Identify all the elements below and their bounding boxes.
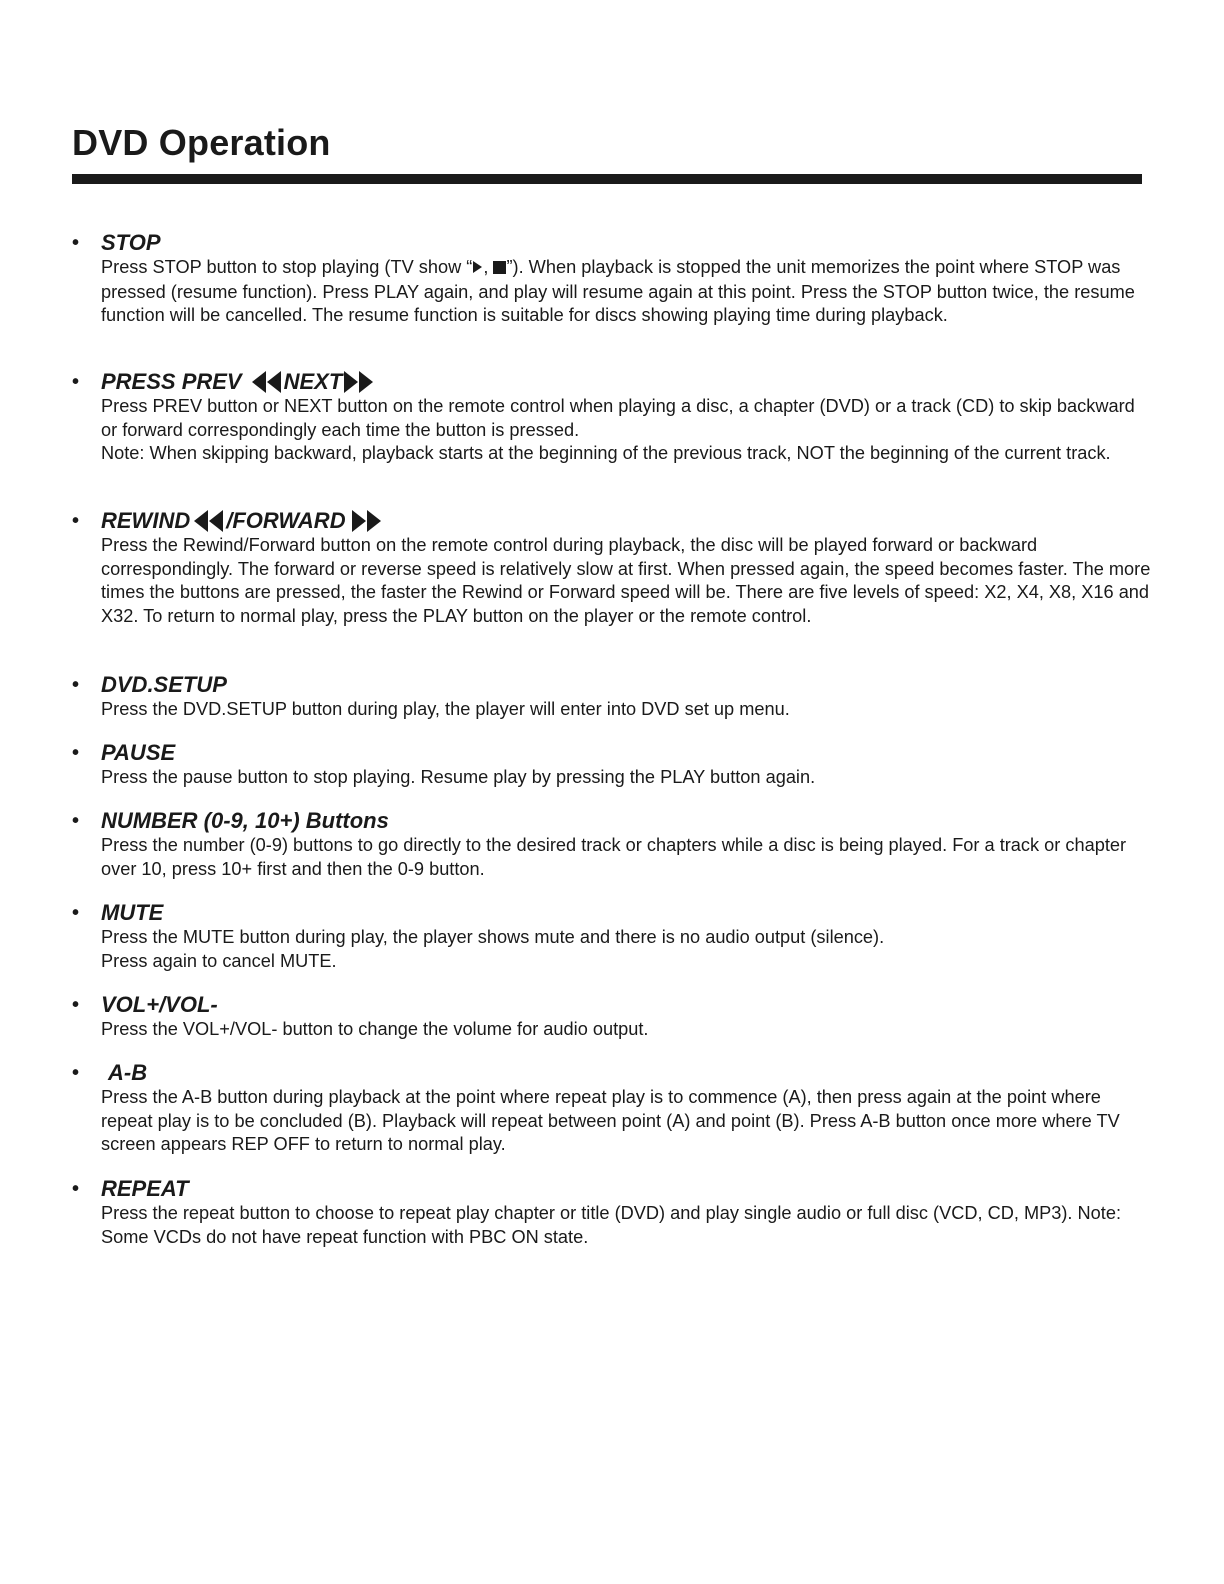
section-ab <box>72 1060 1152 1157</box>
heading-vol: VOL+/VOL- <box>101 992 218 1017</box>
rewind-icon <box>194 510 224 532</box>
title-divider <box>72 174 1142 184</box>
section-stop <box>72 230 1152 328</box>
heading-number: NUMBER (0-9, 10+) Buttons <box>101 808 389 833</box>
section-body <box>101 256 1152 328</box>
mute-cancel-note: Press again to cancel MUTE. <box>101 950 337 971</box>
stop-icon <box>493 257 506 281</box>
forward-icon <box>352 510 382 532</box>
section-body <box>101 1202 1152 1249</box>
section-pause <box>72 740 1152 790</box>
section-heading <box>101 1060 1152 1086</box>
bullet: • <box>72 1062 80 1084</box>
section-dvd-setup <box>72 672 1152 722</box>
section-body <box>101 395 1152 466</box>
prev-next-description: Press PREV button or NEXT button on the remote control when playing a disc, a chapter (DVD) or a track (CD) to skip backward or forward correspondingly each time the button is pressed. <box>101 396 1135 440</box>
section-heading <box>101 672 1152 698</box>
heading-stop: STOP <box>101 230 161 255</box>
next-icon <box>344 371 374 393</box>
stop-text-mid: , <box>483 257 494 277</box>
heading-next: NEXT <box>283 369 343 394</box>
rewind-forward-description: Press the Rewind/Forward button on the remote control during playback, the disc will be played forward or backward correspondingly. The forward or reverse speed is relatively slow at first. When pressed again, the speed becomes faster. The more times the buttons are pressed, the faster the Rewind or Forward speed will be. There are five levels of speed: X2, X4, X8, X16 and X32. To return to normal play, press the PLAY button on the player or the remote control. <box>101 535 1151 626</box>
number-description: Press the number (0-9) buttons to go directly to the desired track or chapters while a disc is being played. For a track or chapter over 10, press 10+ first and then the 0-9 button. <box>101 835 1127 879</box>
heading-rewind: REWIND <box>101 508 191 533</box>
heading-pause: PAUSE <box>101 740 176 765</box>
section-heading <box>101 1176 1152 1202</box>
section-rewind-forward <box>72 508 1152 628</box>
section-heading <box>101 900 1152 926</box>
section-body <box>101 926 1152 973</box>
bullet: • <box>72 810 80 832</box>
bullet: • <box>72 232 80 254</box>
heading-forward: /FORWARD <box>226 508 346 533</box>
section-body <box>101 766 1152 790</box>
heading-prev: PRESS PREV <box>101 369 242 394</box>
bullet: • <box>72 510 80 532</box>
heading-dvd-setup: DVD.SETUP <box>101 672 227 697</box>
mute-description: Press the MUTE button during play, the player shows mute and there is no audio output (silence). <box>101 927 885 947</box>
stop-text-before: Press STOP button to stop playing (TV show “ <box>101 257 473 277</box>
bullet: • <box>72 902 80 924</box>
bullet: • <box>72 742 80 764</box>
section-heading <box>101 740 1152 766</box>
vol-description: Press the VOL+/VOL- button to change the volume for audio output. <box>101 1019 649 1039</box>
play-icon <box>472 257 483 281</box>
heading-ab: A-B <box>108 1060 148 1085</box>
section-body <box>101 698 1152 722</box>
bullet: • <box>72 1178 80 1200</box>
section-heading <box>101 230 1152 256</box>
bullet: • <box>72 674 80 696</box>
section-heading <box>101 808 1152 834</box>
prev-icon <box>252 371 282 393</box>
section-number <box>72 808 1152 881</box>
repeat-description: Press the repeat button to choose to repeat play chapter or title (DVD) and play single audio or full disc (VCD, CD, MP3). Note: Some VCDs do not have repeat function with PBC ON state. <box>101 1203 1122 1247</box>
stop-description <box>101 256 1152 328</box>
heading-repeat: REPEAT <box>101 1176 189 1201</box>
section-repeat <box>72 1176 1152 1249</box>
section-body <box>101 1018 1152 1042</box>
section-mute <box>72 900 1152 973</box>
pause-description: Press the pause button to stop playing. Resume play by pressing the PLAY button again. <box>101 767 816 787</box>
section-heading <box>101 992 1152 1018</box>
bullet: • <box>72 994 80 1016</box>
section-heading <box>101 508 1152 534</box>
page-title: DVD Operation <box>72 122 331 163</box>
section-body <box>101 534 1152 628</box>
heading-mute: MUTE <box>101 900 164 925</box>
dvd-setup-description: Press the DVD.SETUP button during play, the player will enter into DVD set up menu. <box>101 699 790 719</box>
section-prev-next <box>72 369 1152 466</box>
section-vol <box>72 992 1152 1042</box>
prev-next-note: Note: When skipping backward, playback starts at the beginning of the previous track, NOT the beginning of the current track. <box>101 443 1111 464</box>
stop-text-after: ”). When playback is stopped the unit memorizes the point where STOP was pressed (resume function). Press PLAY again, and play will resume again at this point. Press the STOP button twice, the resume function will be cancelled. The resume function is suitable for discs showing playing time during playback. <box>101 257 1135 326</box>
section-body <box>101 1086 1152 1157</box>
section-body <box>101 834 1152 881</box>
ab-description: Press the A-B button during playback at the point where repeat play is to commence (A), then press again at the point where repeat play is to be concluded (B). Playback will repeat between point (A) and point (B). Press A-B button once more where TV screen appears REP OFF to return to normal play. <box>101 1087 1120 1155</box>
section-heading <box>101 369 1152 395</box>
bullet: • <box>72 371 80 393</box>
